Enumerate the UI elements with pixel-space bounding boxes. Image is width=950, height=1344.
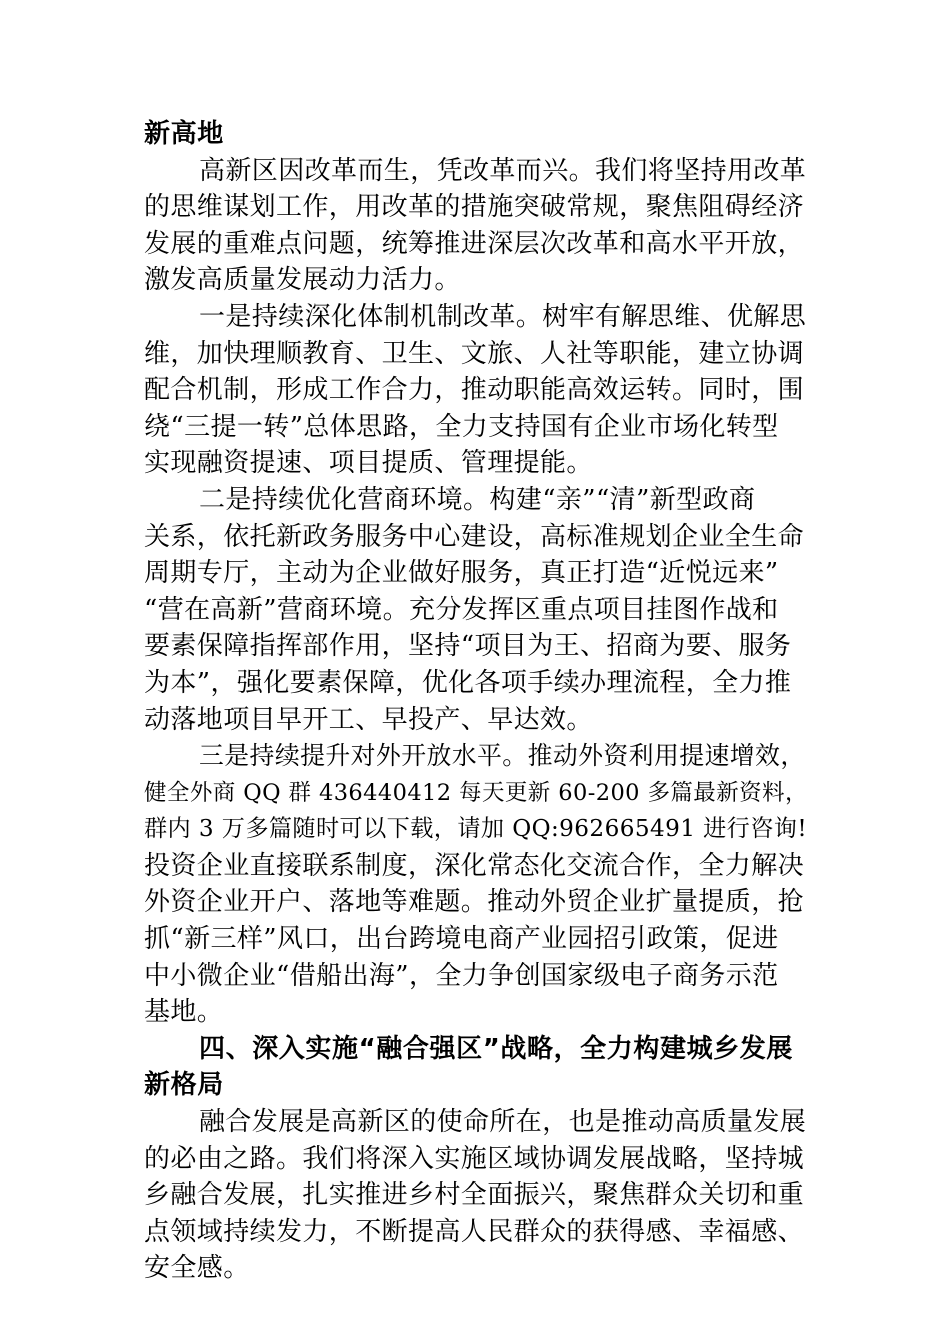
body-text-line: 激发高质量发展动力活力。 [144, 265, 461, 296]
body-text-line: 点领域持续发力，不断提高人民群众的获得感、幸福感、 [144, 1216, 805, 1247]
body-text-line: 的必由之路。我们将深入实施区域协调发展战略，坚持城 [144, 1143, 805, 1174]
body-text-line: 发展的重难点问题，统筹推进深层次改革和高水平开放， [144, 228, 805, 259]
body-text-line: 基地。 [144, 997, 224, 1028]
body-text-line: 维，加快理顺教育、卫生、文旅、人社等职能，建立协调 [144, 338, 805, 369]
body-text-line: 投资企业直接联系制度，深化常态化交流合作，全力解决 [144, 850, 805, 881]
body-text-line: 抓“新三样”风口，出台跨境电商产业园招引政策，促进 [144, 924, 779, 955]
body-text-line: 外资企业开户、落地等难题。推动外贸企业扩量提质，抢 [144, 887, 805, 918]
body-text-line: 群内 3 万多篇随时可以下载，请加 QQ:962665491 进行咨询! [144, 816, 808, 843]
section-heading-line: 新格局 [144, 1070, 224, 1101]
body-text-line: 中小微企业“借船出海”，全力争创国家级电子商务示范 [144, 960, 779, 991]
body-text-line: 为本”，强化要素保障，优化各项手续办理流程，全力推 [144, 667, 792, 698]
body-text-line: 关系，依托新政务服务中心建设，高标准规划企业全生命 [144, 521, 805, 552]
body-text-line: 一是持续深化体制机制改革。树牢有解思维、优解思 [199, 301, 807, 332]
body-text-line: 动落地项目早开工、早投产、早达效。 [144, 704, 593, 735]
body-text-line: 三是持续提升对外开放水平。推动外资利用提速增效， [199, 741, 806, 771]
body-text-line: 实现融资提速、项目提质、管理提能。 [144, 448, 593, 479]
section-heading-line: 新高地 [144, 119, 224, 149]
body-text-line: 周期专厅，主动为企业做好服务，真正打造“近悦远来” [144, 558, 779, 589]
section-heading-line: 四、深入实施“融合强区”战略，全力构建城乡发展 [199, 1033, 793, 1064]
body-text-line: “营在高新”营商环境。充分发挥区重点项目挂图作战和 [144, 594, 779, 625]
body-text-line: 高新区因改革而生，凭改革而兴。我们将坚持用改革 [199, 155, 807, 186]
body-text-line: 要素保障指挥部作用，坚持“项目为王、招商为要、服务 [144, 631, 792, 662]
body-text-line: 配合机制，形成工作合力，推动职能高效运转。同时，围 [144, 375, 805, 406]
body-text-line: 绕“三提一转”总体思路，全力支持国有企业市场化转型 [144, 411, 779, 442]
document-page [144, 116, 806, 1287]
body-text-line: 乡融合发展，扎实推进乡村全面振兴，聚焦群众关切和重 [144, 1180, 805, 1211]
body-text-line: 的思维谋划工作，用改革的措施突破常规，聚焦阻碍经济 [144, 192, 805, 223]
body-text-line: 安全感。 [144, 1253, 250, 1284]
body-text-line: 融合发展是高新区的使命所在，也是推动高质量发展 [199, 1107, 807, 1138]
body-text-line: 二是持续优化营商环境。构建“亲”“清”新型政商 [199, 484, 756, 515]
body-text-line: 健全外商 QQ 群 436440412 每天更新 60-200 多篇最新资料， [144, 779, 808, 806]
